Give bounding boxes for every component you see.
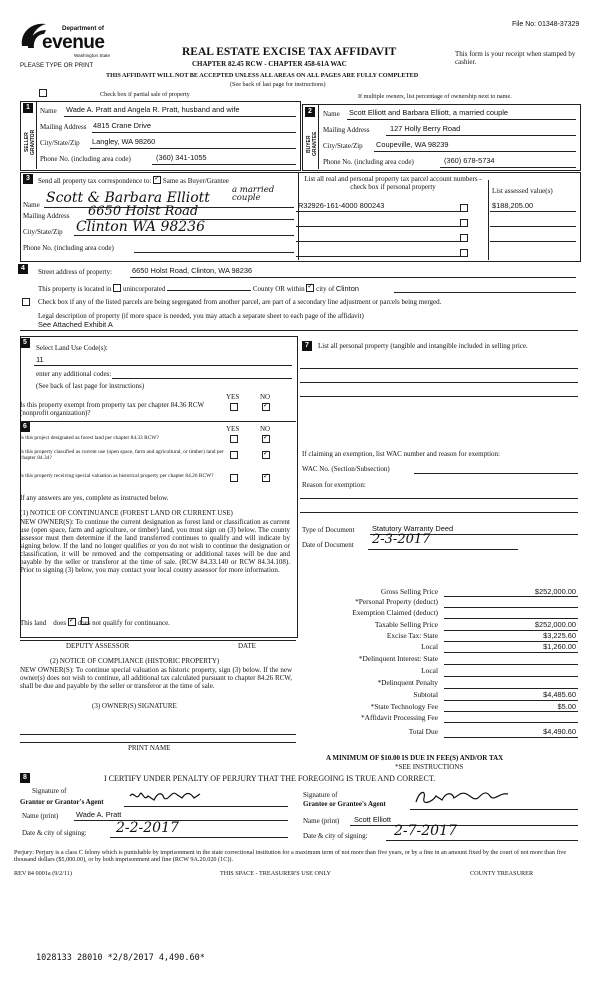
personal-property-checkbox-2[interactable] [460,219,468,227]
corr-mail-label: Mailing Address [23,212,70,220]
corr-phone-label: Phone No. (including area code) [23,244,114,252]
tax-label-total: Total Due [408,727,438,736]
seller-grantor-label: SELLER GRANTOR [24,129,36,155]
section-5-number: 5 [20,338,30,348]
unincorporated-checkbox[interactable] [113,284,121,292]
personal-property-checkbox-1[interactable] [460,204,468,212]
grantee-sig-of: Signature of [303,791,338,799]
minimum-fee-note: A MINIMUM OF $10.00 IS DUE IN FEE(S) AND/OR TAX [326,754,504,762]
section-3-number: 3 [23,174,33,184]
buyer-mail-label: Mailing Address [323,126,370,134]
exempt-yes-checkbox[interactable] [230,403,238,411]
notice-compliance-title: (2) NOTICE OF COMPLIANCE (HISTORIC PROPERTY) [50,657,220,665]
forest-yes-checkbox[interactable] [230,435,238,443]
tax-label-tech-fee: *State Technology Fee [370,702,438,711]
s6-yes-header: YES [226,425,240,433]
parcel-number-1[interactable]: R32926-161-4000 800243 [298,201,385,210]
owner-signature-label: (3) OWNER(S) SIGNATURE [92,702,177,710]
does-qualify-checkbox[interactable] [81,617,89,625]
section-8-number: 8 [20,773,30,783]
buyer-city-label: City/State/Zip [323,142,363,150]
section-2-number: 2 [305,107,315,117]
multiple-owners-note: If multiple owners, list percentage of ownership next to name. [358,93,512,100]
grantee-name-field[interactable]: Scott Elliott [354,815,391,824]
historic-yes-checkbox[interactable] [230,474,238,482]
grantee-agent-label: Grantee or Grantee's Agent [303,800,386,808]
tax-label-processing-fee: *Affidavit Processing Fee [360,713,438,722]
seller-name-label: Name [40,107,57,115]
grantee-signature-icon [412,788,522,808]
chapter-reference: CHAPTER 82.45 RCW - CHAPTER 458-61A WAC [192,60,347,68]
treasurer-space-label: THIS SPACE - TREASURER'S USE ONLY [220,870,332,877]
if-yes-instruction: If any answers are yes, complete as instructed below. [20,494,169,502]
city-field[interactable]: Clinton [335,284,359,293]
seller-mail-label: Mailing Address [40,123,87,131]
tax-label-excise-state: Excise Tax: State [386,631,438,640]
buyer-name-label: Name [323,110,340,118]
s5-yes-header: YES [226,393,240,401]
assessed-value-heading: List assessed value(s) [492,187,553,195]
seller-city-label: City/State/Zip [40,139,80,147]
washington-state-text: Washington State [74,53,111,58]
partial-sale-checkbox[interactable] [39,89,47,97]
segregated-text: Check box if any of the listed parcels are being segregated from another parcel, are part of a secondary line adjustment or parcels being merged. [38,298,442,306]
grantee-date-city-label: Date & city of signing: [303,832,368,840]
grantor-name-field[interactable]: Wade A. Pratt [76,810,122,819]
land-use-see-back: (See back of last page for instructions) [36,382,145,390]
legal-description-label: Legal description of property (if more space is needed, you may attach a separate sheet to each page of the affidavit) [38,312,364,320]
personal-property-heading: List all personal property (tangible and intangible included in selling price. [318,342,528,350]
buyer-grantee-label: BUYER GRANTEE [306,131,318,157]
tax-value-tech-fee[interactable]: $5.00 [557,702,576,711]
tax-value-taxable[interactable]: $252,000.00 [534,620,576,629]
seller-mail-field[interactable]: 4815 Crane Drive [93,121,151,130]
grantor-date-city-label: Date & city of signing: [22,829,87,837]
grantor-signature-handwritten[interactable] [128,788,218,808]
seller-city-field[interactable]: Langley, WA 98260 [92,137,156,146]
tax-value-subtotal[interactable]: $4,485.60 [543,690,576,699]
exempt-question: Is this property exempt from property tax per chapter 84.36 RCW (nonprofit organization)? [20,401,204,417]
street-address-field[interactable]: 6650 Holst Road, Clinton, WA 98236 [132,266,253,275]
deputy-assessor-label: DEPUTY ASSESSOR [66,642,130,650]
buyer-name-field[interactable]: Scott Elliott and Barbara Elliott, a married couple [349,108,508,117]
s6-no-header: NO [260,425,271,433]
land-use-label: Select Land Use Code(s): [36,344,108,352]
doc-date-handwritten[interactable]: 2-3-2017 [372,532,431,547]
same-as-buyer-checkbox[interactable] [153,176,161,184]
s5-no-header: NO [260,393,271,401]
tax-value-excise-local[interactable]: $1,260.00 [543,642,576,651]
exempt-no-checkbox[interactable] [262,403,270,411]
section-7-number: 7 [302,341,312,351]
see-instructions-note: *SEE INSTRUCTIONS [395,763,464,771]
personal-property-checkbox-4[interactable] [460,249,468,257]
grantor-signature-icon [128,788,218,804]
corr-name-handwritten[interactable]: Scott & Barbara Elliott [46,190,210,206]
tax-label-personal: *Personal Property (deduct) [355,597,438,606]
historic-question: Is this property receiving special valuation as historical property per chapter 84.26 RCW? [20,473,214,479]
seller-phone-label: Phone No. (including area code) [40,155,131,163]
tax-label-interest-state: *Delinquent Interest: State [358,654,438,663]
located-in-row: This property is located in unincorporated County OR within ✓ city of Clinton [38,283,578,293]
assessed-value-1[interactable]: $188,205.00 [492,201,534,210]
grantor-agent-label: Grantor or Grantor's Agent [20,798,104,806]
current-use-no-checkbox[interactable] [262,451,270,459]
reason-label: Reason for exemption: [302,481,366,489]
perjury-warning: Perjury: Perjury is a class C felony which is punishable by imprisonment in the state correctional institution for a maximum term of not more than five years, or by a fine in an amount fixed by the court of not more than five thousand dollars ($5,000.00), or by both imprisonment and fine (RCW 9A.20.020 (1C)). [14,849,567,864]
warning-text: THIS AFFIDAVIT WILL NOT BE ACCEPTED UNLESS ALL AREAS ON ALL PAGES ARE FULLY COMPLETED [106,72,419,79]
forest-land-question: Is this project designated as forest land per chapter 84.33 RCW? [20,435,159,441]
parcel-heading: List all real and personal property tax parcel account numbers - check box if personal property [304,175,482,191]
does-not-qualify-checkbox[interactable] [68,618,76,626]
buyer-mail-field[interactable]: 127 Holly Berry Road [390,124,461,133]
certify-statement: I CERTIFY UNDER PENALTY OF PERJURY THAT THE FOREGOING IS TRUE AND CORRECT. [104,774,436,783]
corr-name-note-handwritten: a married couple [232,185,275,203]
revenue-logo-text: evenue [42,32,105,53]
owner-signature-line [20,734,296,735]
grantor-date-handwritten[interactable]: 2-2-2017 [116,820,179,836]
buyer-phone-field[interactable]: (360) 678-5734 [444,156,495,165]
section-4-number: 4 [18,264,28,274]
please-type-text: PLEASE TYPE OR PRINT [20,62,94,69]
grantor-sig-of: Signature of [32,787,67,795]
legal-description-field[interactable]: See Attached Exhibit A [38,320,113,329]
notice-continuance-body: NEW OWNER(S): To continue the current designation as forest land or classification as current use (open space, farm and agriculture, or timber) land, you must sign on (3) below. The county assessor must then determine if the land transferred continues to qualify and will indicate by signing below. If the land no longer qualifies or you do not wish to continue the designation or classification, it will be removed and the compensating or additional taxes will be due and payable by the seller or transferor at the time of sale. (RCW 84.33.140 or RCW 84.34.108). Prior to signing (3) below, you may contact your local county assessor for more information. [20,518,290,574]
segregated-checkbox[interactable] [22,298,30,306]
continuance-row: This land does ✓ does not qualify for continuance. [20,617,170,627]
historic-no-checkbox[interactable] [262,474,270,482]
corr-city-label: City/State/Zip [23,228,63,236]
corr-mail-handwritten[interactable]: 6650 Holst Road [88,204,199,219]
current-use-yes-checkbox[interactable] [230,451,238,459]
city-of-checkbox[interactable] [306,284,314,292]
seller-name-field[interactable]: Wade A. Pratt and Angela R. Pratt, husband and wife [66,105,240,114]
current-use-question: Is this property classified as current use (open space, farm and agricultural, or timber) land per chapter 84.34? [20,449,224,462]
buyer-phone-label: Phone No. (including area code) [323,158,414,166]
doc-type-label: Type of Document [302,526,355,534]
see-back-text: (See back of last page for instructions) [230,81,326,88]
assessor-date-label: DATE [238,642,256,650]
buyer-city-field[interactable]: Coupeville, WA 98239 [376,140,449,149]
section-1-number: 1 [23,103,33,113]
form-title: REAL ESTATE EXCISE TAX AFFIDAVIT [182,46,397,58]
tax-label-subtotal: Subtotal [413,690,438,699]
notice-continuance-title: (1) NOTICE OF CONTINUANCE (FOREST LAND OR CURRENT USE) [20,509,233,517]
tax-label-taxable: Taxable Selling Price [374,620,438,629]
exemption-heading: If claiming an exemption, list WAC number and reason for exemption: [302,450,500,458]
notice-compliance-body: NEW OWNER(S): To continue special valuation as historic property, sign (3) below. If the new owner(s) does not wish to continue, all additional tax calculated pursuant to chapter 84.26 RCW, shall be due and payable by the seller or transferor at the time of sale. [20,666,292,690]
section-6-number: 6 [20,422,30,432]
same-as-buyer-label: Same as Buyer/Grantee [162,177,229,185]
dept-of-text: Department of [62,25,104,32]
grantor-name-print-label: Name (print) [22,812,59,820]
seller-phone-field[interactable]: (360) 341-1055 [156,153,207,162]
receipt-note: This form is your receipt when stamped by cashier. [455,50,576,66]
file-number: File No: 01348-37329 [512,21,580,28]
wac-label: WAC No. (Section/Subsection) [302,465,390,473]
street-address-label: Street address of property: [38,268,113,276]
correspondence-heading: Send all property tax correspondence to: ✓ Same as Buyer/Grantee [38,175,229,185]
tax-label-gross: Gross Selling Price [380,587,438,596]
forest-no-checkbox[interactable] [262,435,270,443]
land-use-code-field[interactable]: 11 [36,355,44,364]
tax-value-gross[interactable]: $252,000.00 [534,587,576,596]
tax-label-exemption: Exemption Claimed (deduct) [352,608,438,617]
form-number: REV 84 0001a (9/2/11) [14,870,72,877]
personal-property-checkbox-3[interactable] [460,234,468,242]
county-treasurer-label: COUNTY TREASURER [470,870,534,877]
grantee-name-print-label: Name (print) [303,817,340,825]
partial-sale-label: Check box if partial sale of property [100,91,190,98]
grantee-date-handwritten[interactable]: 2-7-2017 [394,823,457,839]
corr-city-handwritten[interactable]: Clinton WA 98236 [76,219,205,235]
tax-label-interest-local: Local [421,666,438,675]
tax-label-penalty: *Delinquent Penalty [377,678,438,687]
additional-codes-label: enter any additional codes: [36,370,112,378]
tax-value-total[interactable]: $4,490.60 [543,727,576,736]
doc-date-label: Date of Document [302,541,354,549]
print-name-label: PRINT NAME [128,744,171,752]
tax-value-excise-state[interactable]: $3,225.60 [543,631,576,640]
doc-type-field[interactable]: Statutory Warranty Deed [372,524,454,533]
cashier-stamp: 1028133 28010 *2/8/2017 4,490.60* [36,953,205,963]
tax-label-excise-local: Local [421,642,438,651]
corr-name-label: Name [23,201,40,209]
